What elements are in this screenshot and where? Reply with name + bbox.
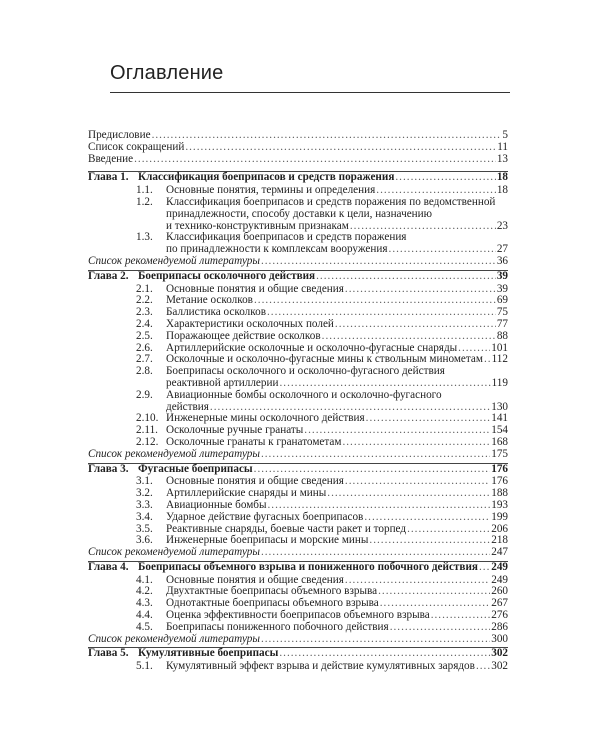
page-number: 193 [491, 498, 508, 511]
page-number: 175 [491, 447, 508, 460]
dot-leader [345, 284, 496, 296]
page-number: 112 [491, 353, 508, 366]
section-number: 2.11. [136, 424, 158, 437]
entry-title: Инженерные боеприпасы и морские мины [166, 534, 369, 547]
page-number: 23 [496, 219, 508, 232]
entry-title: Классификация боеприпасов и средств поражения по ведомственной [166, 195, 496, 208]
section-number: 5.1. [136, 660, 153, 673]
entry-title: принадлежности, способу доставки к цели, назначению [166, 207, 432, 220]
dot-leader [389, 244, 496, 256]
page-number: 77 [496, 317, 508, 330]
entry-title: Основные понятия и общие сведения [166, 282, 344, 295]
section-number: 2.7. [136, 353, 153, 366]
page-number: 302 [491, 647, 508, 660]
section-number: 4.3. [136, 597, 153, 610]
chapter-number: Глава 3. [88, 462, 129, 475]
dot-leader [335, 319, 496, 331]
section-number: 1.2. [136, 195, 153, 208]
dot-leader [279, 378, 490, 390]
entry-title: Осколочные гранаты к гранатометам [166, 435, 342, 448]
entry-title: и технико-конструктивным признакам [166, 219, 349, 232]
section-number: 4.2. [136, 585, 153, 598]
section-number: 1.3. [136, 231, 153, 244]
toc-entry [88, 547, 508, 559]
page-number: 206 [491, 522, 508, 535]
dot-leader [261, 256, 496, 268]
toc-entry [88, 319, 508, 331]
section-number: 4.4. [136, 609, 153, 622]
entry-title: Боеприпасы пониженного побочного действия [166, 620, 389, 633]
page-number: 36 [496, 254, 508, 267]
entry-title: Кумулятивные боеприпасы [138, 647, 279, 660]
entry-title: Инженерные мины осколочного действия [166, 412, 365, 425]
section-number: 1.1. [136, 184, 153, 197]
page-number: 119 [491, 376, 508, 389]
page-number: 176 [491, 475, 508, 488]
toc-chapter-entry [88, 647, 508, 661]
chapter-number: Глава 4. [88, 560, 129, 573]
entry-title: Основные понятия и общие сведения [166, 573, 344, 586]
entry-title: Классификация боеприпасов и средств поражения [166, 231, 407, 244]
page-number: 11 [497, 140, 508, 153]
section-number: 3.4. [136, 510, 153, 523]
entry-title: Боеприпасы объемного взрыва и пониженного побочного действия [138, 560, 478, 573]
toc-entry [88, 622, 508, 634]
entry-title: Характеристики осколочных полей [166, 317, 334, 330]
page-number: 39 [496, 269, 508, 282]
dot-leader [327, 488, 490, 500]
toc-entry [88, 197, 508, 209]
page-number: 130 [491, 400, 508, 413]
references-title: Список рекомендуемой литературы [88, 447, 260, 460]
toc-entry [88, 437, 508, 449]
page-number: 218 [491, 534, 508, 547]
section-number: 3.2. [136, 487, 153, 500]
entry-title: Однотактные боеприпасы объемного взрыва [166, 597, 379, 610]
page-number: 286 [491, 620, 508, 633]
entry-title: по принадлежности к комплексам вооружения [166, 243, 388, 256]
page-number: 13 [496, 152, 508, 165]
page-number: 176 [491, 462, 508, 475]
section-number: 2.6. [136, 341, 153, 354]
entry-title: Поражающее действие осколков [166, 329, 321, 342]
dot-leader [316, 271, 496, 283]
dot-leader [261, 449, 490, 461]
page-number: 199 [491, 510, 508, 523]
dot-leader [322, 331, 496, 343]
toc-entry [88, 366, 508, 378]
page-number: 188 [491, 487, 508, 500]
chapter-number: Глава 2. [88, 269, 129, 282]
dot-leader [254, 295, 496, 307]
page-number: 260 [491, 585, 508, 598]
entry-title: Боеприпасы осколочного действия [138, 269, 316, 282]
toc-entry [88, 449, 508, 461]
toc-entry [88, 209, 508, 221]
dot-leader [378, 586, 490, 598]
page-number: 267 [491, 597, 508, 610]
dot-leader [484, 354, 491, 366]
page-number: 154 [491, 424, 508, 437]
section-number: 3.1. [136, 475, 153, 488]
page-number: 5 [502, 129, 508, 141]
section-number: 2.4. [136, 317, 153, 330]
page-number: 247 [491, 546, 508, 559]
entry-title: Осколочные ручные гранаты [166, 424, 304, 437]
dot-leader [152, 130, 502, 142]
section-number: 2.9. [136, 388, 153, 401]
dot-leader [342, 437, 490, 449]
page-number: 249 [491, 573, 508, 586]
entry-title: Список сокращений [88, 140, 185, 153]
table-of-contents [88, 130, 508, 673]
section-number: 3.6. [136, 534, 153, 547]
toc-entry [88, 390, 508, 402]
toc-entry [88, 142, 508, 154]
entry-title: Боеприпасы осколочного и осколочно-фугасного действия [166, 365, 445, 378]
entry-title: реактивной артиллерии [166, 376, 279, 389]
dot-leader [479, 562, 490, 574]
section-number: 2.1. [136, 282, 153, 295]
dot-leader [364, 512, 490, 524]
page-number: 141 [491, 412, 508, 425]
dot-leader [369, 535, 490, 547]
toc-entry [88, 661, 508, 673]
dot-leader [407, 524, 490, 536]
section-number: 2.12. [136, 435, 159, 448]
page-number: 18 [496, 184, 508, 197]
entry-title: Реактивные снаряды, боевые части ракет и торпед [166, 522, 407, 535]
section-number: 2.8. [136, 365, 153, 378]
page-number: 249 [491, 560, 508, 573]
toc-entry [88, 634, 508, 646]
toc-entry [88, 256, 508, 268]
toc-entry [88, 331, 508, 343]
dot-leader [345, 476, 490, 488]
page-number: 168 [491, 435, 508, 448]
entry-title: Артиллерийские осколочные и осколочно-фугасные снаряды [166, 341, 458, 354]
page-number: 88 [496, 329, 508, 342]
dot-leader [134, 154, 496, 166]
page-number: 75 [496, 306, 508, 319]
toc-entry [88, 378, 508, 390]
toc-chapter-entry [88, 463, 508, 477]
toc-chapter-entry [88, 270, 508, 284]
dot-leader [261, 634, 490, 646]
page-number: 18 [496, 171, 508, 184]
toc-chapter-entry [88, 171, 508, 185]
dot-leader [185, 142, 496, 154]
page-number: 276 [491, 609, 508, 622]
entry-title: Основные понятия, термины и определения [166, 184, 376, 197]
section-number: 2.10. [136, 412, 159, 425]
title-rule [110, 92, 510, 93]
entry-title: Кумулятивный эффект взрыва и действие кумулятивных зарядов [166, 660, 475, 673]
chapter-number: Глава 1. [88, 171, 129, 184]
dot-leader [476, 661, 490, 673]
entry-title: Предисловие [88, 129, 151, 141]
entry-title: Авиационные бомбы [166, 498, 267, 511]
page-number: 27 [496, 243, 508, 256]
section-number: 3.3. [136, 498, 153, 511]
references-title: Список рекомендуемой литературы [88, 254, 260, 267]
dot-leader [390, 622, 491, 634]
page-number: 300 [491, 632, 508, 645]
section-number: 2.2. [136, 294, 153, 307]
chapter-number: Глава 5. [88, 647, 129, 660]
section-number: 2.3. [136, 306, 153, 319]
entry-title: Классификация боеприпасов и средств поражения [138, 171, 395, 184]
dot-leader [268, 500, 491, 512]
page-number: 69 [496, 294, 508, 307]
page-number: 101 [491, 341, 508, 354]
entry-title: Ударное действие фугасных боеприпасов [166, 510, 364, 523]
entry-title: Метание осколков [166, 294, 253, 307]
dot-leader [431, 610, 491, 622]
toc-entry [88, 500, 508, 512]
section-number: 2.5. [136, 329, 153, 342]
entry-title: Фугасные боеприпасы [138, 462, 253, 475]
entry-title: Введение [88, 152, 134, 165]
toc-entry [88, 512, 508, 524]
dot-leader [279, 648, 490, 660]
references-title: Список рекомендуемой литературы [88, 546, 260, 559]
entry-title: Оценка эффективности боеприпасов объемного взрыва [166, 609, 430, 622]
dot-leader [261, 547, 490, 559]
entry-title: Артиллерийские снаряды и мины [166, 487, 327, 500]
page-number: 39 [496, 282, 508, 295]
references-title: Список рекомендуемой литературы [88, 632, 260, 645]
dot-leader [254, 464, 491, 476]
entry-title: Авиационные бомбы осколочного и осколочно-фугасного [166, 388, 442, 401]
page-title: Оглавление [110, 62, 224, 84]
section-number: 3.5. [136, 522, 153, 535]
entry-title: Основные понятия и общие сведения [166, 475, 344, 488]
entry-title: действия [166, 400, 209, 413]
dot-leader [366, 413, 491, 425]
dot-leader [395, 172, 495, 184]
section-number: 4.1. [136, 573, 153, 586]
entry-title: Баллистика осколков [166, 306, 266, 319]
section-number: 4.5. [136, 620, 153, 633]
page-number: 302 [491, 660, 508, 673]
toc-chapter-entry [88, 561, 508, 575]
entry-title: Осколочные и осколочно-фугасные мины к ствольным минометам [166, 353, 483, 366]
entry-title: Двухтактные боеприпасы объемного взрыва [166, 585, 378, 598]
toc-entry [88, 154, 508, 166]
